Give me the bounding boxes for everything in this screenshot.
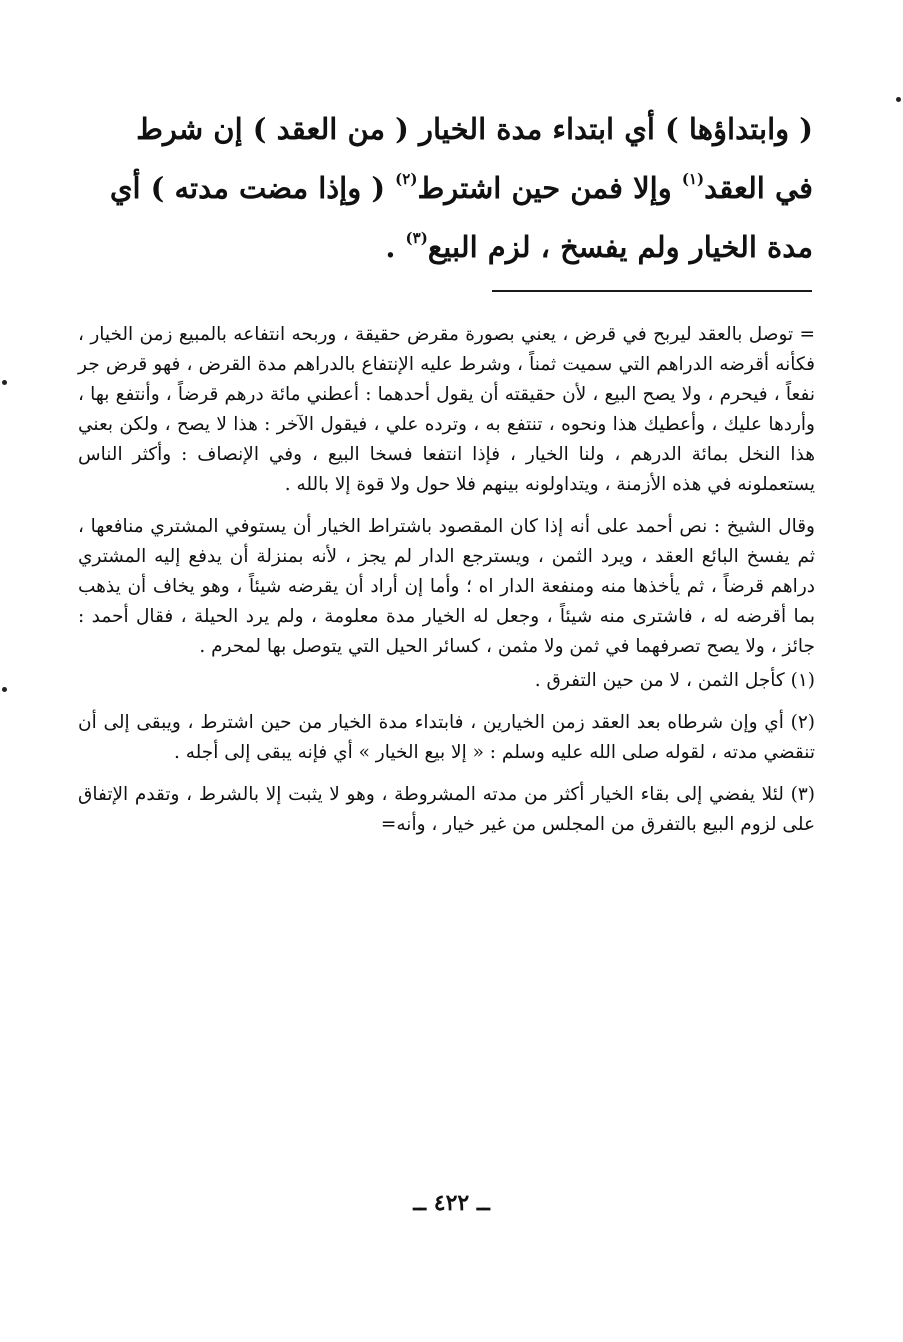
main-text xyxy=(78,100,813,277)
margin-mark xyxy=(2,687,7,692)
footnote-divider xyxy=(492,290,812,292)
footnote-ref-2[interactable]: (٢) xyxy=(395,170,418,188)
page-number: ــ ٤٢٢ ــ xyxy=(413,1190,490,1216)
footnote-sheikh-quote: وقال الشيخ : نص أحمد على أنه إذا كان المقصود باشتراط الخيار أن يستوفي المشتري منافعها ، ثم يفسخ البائع العقد ، ويرد الثمن ، ويسترجع الدار لم يجز ، لأنه بمنزلة أن يدفع إليه المشتري دراهم قرضاً ، ثم يأخذها منه ومنفعة الدار اه ؛ وأما إن أراد أن يقرضه شيئاً ، وهو يخاف أن يذهب بما أقرضه له ، فاشترى منه شيئاً ، وجعل له الخيار مدة معلومة ، ولم يرد الحيلة ، فقال أحمد : جائز ، ولا يصح تصرفهما في ثمن ولا مثمن ، كسائر الحيل التي يتوصل بها لمحرم . xyxy=(78,516,815,657)
main-line xyxy=(78,218,813,277)
main-line: ( وابتداؤها ) أي ابتداء مدة الخيار ( من العقد ) إن شرط xyxy=(136,112,813,146)
main-text-fragment: . xyxy=(385,230,406,264)
main-line xyxy=(78,159,813,218)
footnote-2: (٢) أي وإن شرطاه بعد العقد زمن الخيارين ، فابتداء مدة الخيار من حين اشترط ، ويبقى إلى أن تنقضي مدته ، لقوله صلى الله عليه وسلم : « إلا بيع الخيار » أي فإنه يبقى إلى أجله . xyxy=(78,712,815,763)
margin-mark xyxy=(2,380,7,385)
footnote-ref-1[interactable]: (١) xyxy=(681,170,705,188)
footnote-continuation: = توصل بالعقد ليربح في قرض ، يعني بصورة مقرض حقيقة ، وربحه انتفاعه بالمبيع زمن الخيار ، فكأنه أقرضه الدراهم التي سميت ثمناً ، وشرط عليه الإنتفاع بالدراهم مدة القرض ، فهو قرض جر نفعاً ، فيحرم ، ولا يصح البيع ، لأن حقيقته أن يقول أحدهما : أعطني مائة درهم قرضاً ، وأنتفع بها ، وأردها عليك ، وأعطيك هذا ونحوه ، تنتفع به ، وترده علي ، فيقول الآخر : هذا لا يصح ، ولكن بعني هذا النخل بمائة الدرهم ، ولنا الخيار ، فإذا انتفعا فسخا البيع ، وفي الإنصاف : وأكثر الناس يستعملونه في هذه الأزمنة ، ويتداولونه بينهم فلا حول ولا قوة إلا بالله . xyxy=(78,324,815,495)
footnote-ref-3[interactable]: (٣) xyxy=(405,229,428,247)
main-text-fragment: وإلا فمن حين اشترط xyxy=(417,171,682,205)
footnotes xyxy=(78,320,815,852)
main-text-fragment: ( وإذا مضت مدته ) أي xyxy=(109,171,396,205)
footnote-3: (٣) لئلا يفضي إلى بقاء الخيار أكثر من مدته المشروطة ، وهو لا يثبت إلا بالشرط ، وتقدم الإتفاق على لزوم البيع بالتفرق من المجلس من غير خيار ، وأنه= xyxy=(78,784,815,835)
main-text-fragment: مدة الخيار ولم يفسخ ، لزم البيع xyxy=(427,230,813,264)
footnote-1: (١) كأجل الثمن ، لا من حين التفرق . xyxy=(534,670,815,691)
main-text-fragment: في العقد xyxy=(704,171,813,205)
margin-mark xyxy=(896,97,901,102)
